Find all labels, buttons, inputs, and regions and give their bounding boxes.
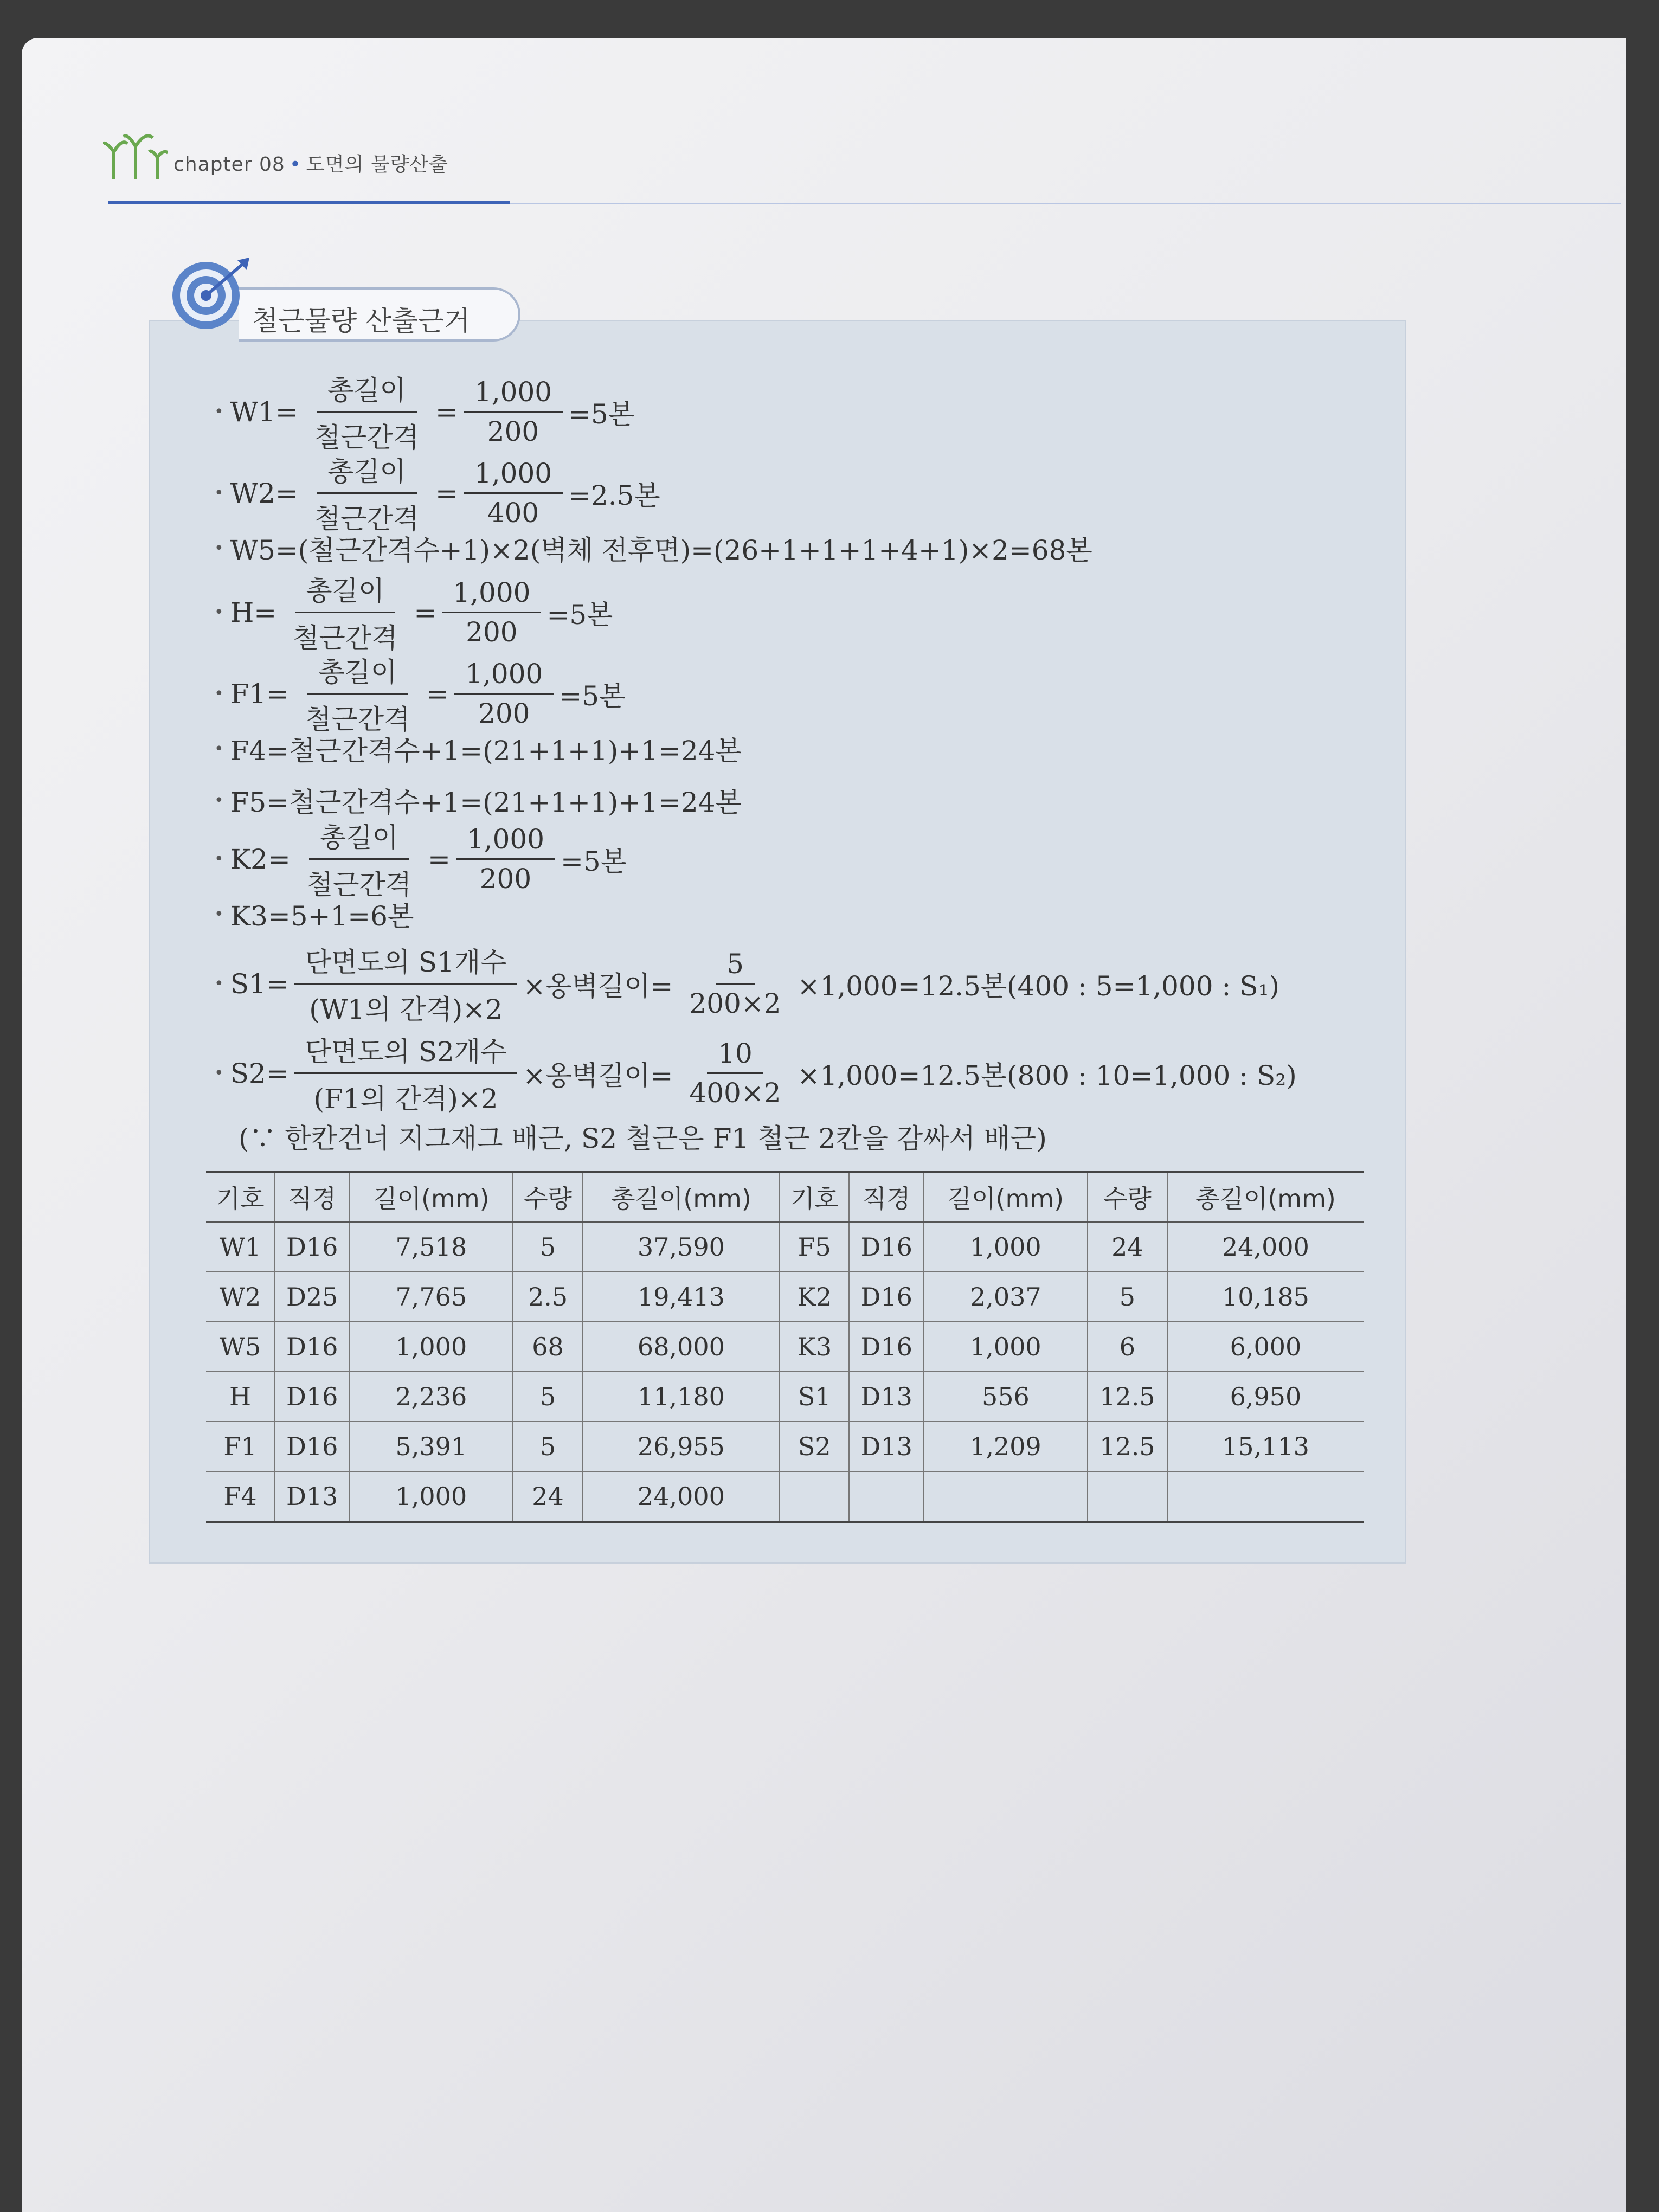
formula-w2: [214, 450, 660, 536]
denominator: 200: [487, 416, 539, 447]
numerator: 10: [707, 1038, 763, 1074]
table-cell: 2,037: [924, 1272, 1088, 1322]
table-cell: 1,000: [349, 1471, 513, 1522]
target-icon: [168, 255, 255, 331]
bullet-icon: •: [214, 904, 224, 924]
table-cell: D16: [275, 1222, 349, 1272]
bullet-icon: •: [214, 603, 224, 622]
column-header: 기호: [206, 1172, 275, 1222]
fraction: [304, 369, 430, 455]
column-header: 수량: [1088, 1172, 1167, 1222]
table-cell: D13: [849, 1372, 923, 1422]
table-cell: 2.5: [513, 1272, 582, 1322]
denominator: 200×2: [689, 988, 781, 1019]
table-cell: 1,000: [924, 1322, 1088, 1372]
formula-result: =5본: [559, 680, 626, 712]
numerator: 1,000: [454, 658, 554, 695]
column-header: 총길이(mm): [1167, 1172, 1364, 1222]
formula-text: F4=철근간격수+1=(21+1+1)+1=24본: [230, 735, 742, 767]
fraction: [294, 1030, 518, 1116]
table-row: [206, 1322, 1364, 1372]
column-header: 직경: [849, 1172, 923, 1222]
table-cell: W1: [206, 1222, 275, 1272]
rebar-table: [206, 1171, 1364, 1523]
fraction: [464, 376, 563, 447]
equals: =: [427, 843, 451, 875]
formula-result: =5본: [546, 599, 613, 631]
formula-text: F5=철근간격수+1=(21+1+1)+1=24본: [230, 787, 742, 818]
table-cell: 68,000: [583, 1322, 780, 1372]
numerator: 총길이: [309, 816, 409, 860]
formula-k2: [214, 816, 627, 902]
table-cell: D13: [275, 1471, 349, 1522]
column-header: 길이(mm): [924, 1172, 1088, 1222]
table-cell: 12.5: [1088, 1422, 1167, 1471]
fraction: [294, 651, 421, 737]
column-header: 직경: [275, 1172, 349, 1222]
denominator: 200: [478, 698, 530, 729]
table-cell: 6: [1088, 1322, 1167, 1372]
column-header: 수량: [513, 1172, 582, 1222]
table-cell: 7,518: [349, 1222, 513, 1272]
table-row: [206, 1222, 1364, 1272]
bullet-icon: •: [214, 739, 224, 758]
formula-result: =5본: [561, 845, 627, 877]
column-header: 기호: [780, 1172, 849, 1222]
formula-middle: ×옹벽길이=: [523, 1059, 673, 1091]
table-cell: 24: [513, 1471, 582, 1522]
table-cell: D16: [275, 1322, 349, 1372]
formula-f1: [214, 651, 625, 737]
header-rule: [108, 201, 510, 204]
table-cell: 5: [513, 1372, 582, 1422]
formula-lhs: W1=: [230, 396, 298, 428]
section-title: 철근물량 산출근거: [252, 305, 471, 337]
formula-f4: [214, 729, 742, 768]
table-cell: 5,391: [349, 1422, 513, 1471]
table-cell: 6,000: [1167, 1322, 1364, 1372]
table-row: [206, 1372, 1364, 1422]
table-header-row: [206, 1172, 1364, 1222]
formula-result: ×1,000=12.5본(800 : 10=1,000 : S₂): [797, 1059, 1297, 1091]
numerator: 총길이: [295, 569, 395, 613]
table-cell: 24,000: [583, 1471, 780, 1522]
table-cell: 26,955: [583, 1422, 780, 1471]
table-cell: 1,209: [924, 1422, 1088, 1471]
formula-lhs: H=: [230, 596, 277, 628]
numerator: 총길이: [317, 450, 417, 494]
fraction: [296, 816, 422, 902]
table-cell: [849, 1471, 923, 1522]
table-cell: H: [206, 1372, 275, 1422]
table-cell: S1: [780, 1372, 849, 1422]
denominator: 400×2: [689, 1077, 781, 1109]
table-cell: [1167, 1471, 1364, 1522]
table-cell: [924, 1471, 1088, 1522]
chapter-separator: •: [289, 153, 302, 176]
numerator: 1,000: [456, 824, 555, 860]
table-cell: D16: [849, 1222, 923, 1272]
table-cell: 2,236: [349, 1372, 513, 1422]
table-cell: K2: [780, 1272, 849, 1322]
fraction: [464, 458, 563, 529]
numerator: 1,000: [442, 577, 541, 613]
equals: =: [414, 596, 437, 628]
table-cell: 1,000: [349, 1322, 513, 1372]
table-cell: 68: [513, 1322, 582, 1372]
table-cell: S2: [780, 1422, 849, 1471]
denominator: 철근간격: [314, 503, 420, 535]
numerator: 총길이: [307, 651, 408, 695]
table-cell: 19,413: [583, 1272, 780, 1322]
formula-f5: [214, 781, 742, 820]
formula-s2: [214, 1030, 1297, 1116]
fraction: [442, 577, 541, 648]
column-header: 길이(mm): [349, 1172, 513, 1222]
table-cell: D16: [275, 1422, 349, 1471]
table-cell: D25: [275, 1272, 349, 1322]
numerator: 1,000: [464, 376, 563, 413]
table-cell: F4: [206, 1471, 275, 1522]
chapter-number: chapter 08: [173, 153, 285, 176]
table-cell: D16: [849, 1272, 923, 1322]
table-cell: 24: [1088, 1222, 1167, 1272]
formula-w5: [214, 529, 1092, 568]
table-cell: W2: [206, 1272, 275, 1322]
bullet-icon: •: [214, 1064, 224, 1083]
table-cell: [780, 1471, 849, 1522]
numerator: 1,000: [464, 458, 563, 494]
formula-w1: [214, 369, 634, 455]
denominator: 200: [466, 616, 518, 648]
note-text: (∵ 한칸건너 지그재그 배근, S2 철근은 F1 철근 2칸을 감싸서 배근): [239, 1123, 1047, 1154]
bullet-icon: •: [214, 484, 224, 503]
denominator: (F1의 간격)×2: [313, 1083, 498, 1115]
table-cell: W5: [206, 1322, 275, 1372]
table-cell: D16: [849, 1322, 923, 1372]
fraction: [454, 658, 554, 729]
equals: =: [426, 678, 449, 710]
fraction: [678, 1038, 792, 1109]
denominator: 철근간격: [305, 704, 410, 735]
bullet-icon: •: [214, 538, 224, 558]
bullet-icon: •: [214, 684, 224, 703]
denominator: 400: [487, 497, 539, 529]
table-cell: F5: [780, 1222, 849, 1272]
fraction: [456, 824, 555, 895]
table-cell: K3: [780, 1322, 849, 1372]
formula-s1: [214, 941, 1279, 1027]
table-cell: 7,765: [349, 1272, 513, 1322]
denominator: 철근간격: [306, 869, 411, 901]
formula-h: [214, 569, 613, 655]
chapter-title: 도면의 물량산출: [306, 153, 448, 176]
bullet-icon: •: [214, 974, 224, 993]
denominator: 철근간격: [293, 622, 398, 654]
formula-lhs: S2=: [230, 1057, 289, 1089]
formula-result: ×1,000=12.5본(400 : 5=1,000 : S₁): [797, 970, 1279, 1002]
denominator: (W1의 간격)×2: [309, 994, 503, 1025]
formula-text: K3=5+1=6본: [230, 901, 414, 932]
formula-middle: ×옹벽길이=: [523, 970, 673, 1002]
equals: =: [435, 477, 458, 509]
formula-lhs: W2=: [230, 477, 298, 509]
equals: =: [435, 396, 458, 428]
formula-k3: [214, 895, 414, 934]
formula-result: =5본: [568, 398, 635, 430]
numerator: 5: [716, 948, 755, 985]
table-cell: F1: [206, 1422, 275, 1471]
formula-result: =2.5본: [568, 479, 660, 511]
table-cell: 556: [924, 1372, 1088, 1422]
table-cell: [1088, 1471, 1167, 1522]
table-cell: 6,950: [1167, 1372, 1364, 1422]
table-row: [206, 1272, 1364, 1322]
table-cell: 10,185: [1167, 1272, 1364, 1322]
table-cell: 15,113: [1167, 1422, 1364, 1471]
table-cell: 1,000: [924, 1222, 1088, 1272]
section-tab: [239, 287, 520, 342]
fraction: [282, 569, 408, 655]
denominator: 200: [479, 863, 532, 895]
table-row: [206, 1422, 1364, 1471]
numerator: 단면도의 S2개수: [294, 1030, 518, 1074]
numerator: 단면도의 S1개수: [294, 941, 518, 985]
formula-lhs: F1=: [230, 678, 290, 710]
header-rule-thin: [510, 203, 1621, 204]
bullet-icon: •: [214, 850, 224, 869]
table-cell: D13: [849, 1422, 923, 1471]
chapter-header: [173, 149, 448, 177]
table-cell: 5: [1088, 1272, 1167, 1322]
table-cell: 5: [513, 1222, 582, 1272]
fraction: [678, 948, 792, 1019]
numerator: 총길이: [317, 369, 417, 413]
table-row: [206, 1471, 1364, 1522]
denominator: 철근간격: [314, 422, 420, 453]
table-cell: D16: [275, 1372, 349, 1422]
table-cell: 37,590: [583, 1222, 780, 1272]
table-cell: 5: [513, 1422, 582, 1471]
formula-text: W5=(철근간격수+1)×2(벽체 전후면)=(26+1+1+1+4+1)×2=68본: [230, 535, 1092, 566]
formula-lhs: S1=: [230, 968, 289, 1000]
table-cell: 11,180: [583, 1372, 780, 1422]
table-cell: 12.5: [1088, 1372, 1167, 1422]
table-cell: 24,000: [1167, 1222, 1364, 1272]
formula-lhs: K2=: [230, 843, 291, 875]
fraction: [294, 941, 518, 1027]
column-header: 총길이(mm): [583, 1172, 780, 1222]
sprout-icon: [103, 119, 168, 184]
bullet-icon: •: [214, 790, 224, 810]
fraction: [304, 450, 430, 536]
bullet-icon: •: [214, 402, 224, 421]
